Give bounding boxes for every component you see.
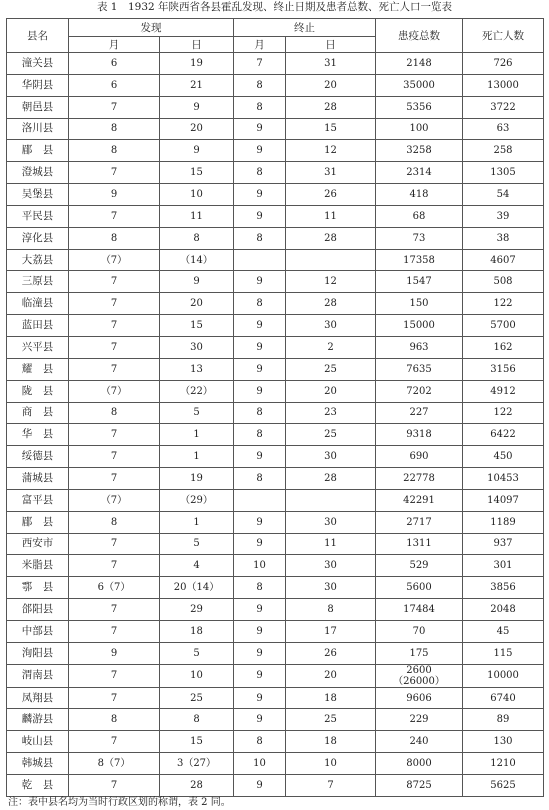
found-month-cell: 7	[69, 599, 160, 621]
header-found-month: 月	[69, 37, 160, 53]
found-day-cell: 19	[160, 468, 234, 490]
header-patients: 患疫总数	[376, 19, 463, 53]
patients-cell: 9606	[376, 687, 463, 709]
found-day-cell: 21	[160, 74, 234, 96]
found-month-cell: 8	[69, 511, 160, 533]
header-county: 县名	[7, 19, 69, 53]
deaths-cell: 162	[463, 336, 544, 358]
patients-cell: 229	[376, 709, 463, 731]
ended-day-cell: 25	[286, 709, 376, 731]
ended-day-cell: 28	[286, 468, 376, 490]
ended-day-cell: 20	[286, 380, 376, 402]
ended-month-cell: 8	[234, 96, 286, 118]
found-month-cell: 7	[69, 162, 160, 184]
county-cell: 渭南县	[7, 664, 69, 687]
ended-day-cell: 15	[286, 118, 376, 140]
found-day-cell: 3（27）	[160, 753, 234, 775]
ended-day-cell: 30	[286, 446, 376, 468]
county-cell: 洛川县	[7, 118, 69, 140]
patients-cell: 22778	[376, 468, 463, 490]
ended-month-cell: 9	[234, 599, 286, 621]
found-month-cell: 7	[69, 775, 160, 797]
patients-cell: 1311	[376, 533, 463, 555]
patients-value: 2600	[406, 664, 432, 676]
county-cell: 西安市	[7, 533, 69, 555]
patients-cell: 240	[376, 731, 463, 753]
ended-month-cell: 9	[234, 205, 286, 227]
found-month-cell: 7	[69, 271, 160, 293]
county-cell: 韩城县	[7, 753, 69, 775]
patients-cell: 9318	[376, 424, 463, 446]
ended-month-cell: 9	[234, 358, 286, 380]
ended-day-cell: 28	[286, 293, 376, 315]
deaths-cell: 2048	[463, 599, 544, 621]
deaths-cell: 1305	[463, 162, 544, 184]
table-row	[7, 315, 544, 337]
found-day-cell: 15	[160, 731, 234, 753]
county-cell: 凤翔县	[7, 687, 69, 709]
header-ended-month: 月	[234, 37, 286, 53]
patients-cell: 7202	[376, 380, 463, 402]
deaths-cell: 39	[463, 205, 544, 227]
deaths-cell: 450	[463, 446, 544, 468]
ended-month-cell: 9	[234, 775, 286, 797]
found-day-cell: 18	[160, 620, 234, 642]
table-row	[7, 664, 544, 687]
cholera-table	[6, 18, 544, 797]
found-day-cell: 20	[160, 118, 234, 140]
found-month-cell: 7	[69, 731, 160, 753]
table-row	[7, 358, 544, 380]
ended-day-cell: 25	[286, 358, 376, 380]
found-day-cell: 30	[160, 336, 234, 358]
ended-month-cell: 9	[234, 511, 286, 533]
header-found: 发现	[69, 19, 234, 37]
ended-day-cell: 11	[286, 533, 376, 555]
ended-month-cell: 9	[234, 533, 286, 555]
ended-day-cell: 11	[286, 205, 376, 227]
ended-month-cell: 8	[234, 402, 286, 424]
table-body	[7, 53, 544, 797]
found-month-cell: 7	[69, 620, 160, 642]
deaths-cell: 3722	[463, 96, 544, 118]
found-month-cell: 8	[69, 118, 160, 140]
patients-cell: 17358	[376, 249, 463, 271]
ended-month-cell: 9	[234, 336, 286, 358]
ended-day-cell: 7	[286, 775, 376, 797]
county-cell: 潼关县	[7, 53, 69, 75]
ended-day-cell: 28	[286, 96, 376, 118]
deaths-cell: 122	[463, 402, 544, 424]
found-month-cell: 8（7）	[69, 753, 160, 775]
found-month-cell: 7	[69, 468, 160, 490]
county-cell: 商 县	[7, 402, 69, 424]
county-cell: 陇 县	[7, 380, 69, 402]
found-day-cell: （14）	[160, 249, 234, 271]
found-day-cell: 5	[160, 642, 234, 664]
deaths-cell: 3856	[463, 577, 544, 599]
patients-cell: 2314	[376, 162, 463, 184]
deaths-cell: 3156	[463, 358, 544, 380]
table-row	[7, 687, 544, 709]
ended-month-cell: 7	[234, 53, 286, 75]
ended-month-cell: 9	[234, 271, 286, 293]
ended-day-cell	[286, 489, 376, 511]
found-day-cell: （22）	[160, 380, 234, 402]
found-month-cell: 6	[69, 53, 160, 75]
patients-cell	[376, 664, 463, 687]
header-found-day: 日	[160, 37, 234, 53]
found-day-cell: 1	[160, 424, 234, 446]
table-row	[7, 709, 544, 731]
county-cell: 耀 县	[7, 358, 69, 380]
table-row	[7, 162, 544, 184]
county-cell: 兴平县	[7, 336, 69, 358]
deaths-cell: 5700	[463, 315, 544, 337]
patients-alt-value: （26000）	[393, 675, 445, 687]
ended-month-cell: 8	[234, 468, 286, 490]
table-row	[7, 642, 544, 664]
patients-cell: 100	[376, 118, 463, 140]
county-cell: 淳化县	[7, 227, 69, 249]
patients-cell: 5600	[376, 577, 463, 599]
ended-month-cell: 9	[234, 118, 286, 140]
deaths-cell: 6740	[463, 687, 544, 709]
table-row	[7, 336, 544, 358]
table-row	[7, 424, 544, 446]
header-ended: 终止	[234, 19, 376, 37]
ended-month-cell	[234, 489, 286, 511]
deaths-cell: 38	[463, 227, 544, 249]
county-cell: 乾 县	[7, 775, 69, 797]
patients-cell: 68	[376, 205, 463, 227]
ended-day-cell: 30	[286, 511, 376, 533]
patients-cell: 529	[376, 555, 463, 577]
ended-month-cell: 8	[234, 74, 286, 96]
table-row	[7, 555, 544, 577]
deaths-cell: 5625	[463, 775, 544, 797]
found-day-cell: 5	[160, 533, 234, 555]
ended-day-cell: 25	[286, 424, 376, 446]
found-month-cell: 7	[69, 664, 160, 687]
found-day-cell: 25	[160, 687, 234, 709]
table-row	[7, 293, 544, 315]
deaths-cell: 13000	[463, 74, 544, 96]
deaths-cell: 301	[463, 555, 544, 577]
found-day-cell: 4	[160, 555, 234, 577]
found-month-cell: 7	[69, 555, 160, 577]
patients-cell: 73	[376, 227, 463, 249]
deaths-cell: 122	[463, 293, 544, 315]
found-month-cell: 7	[69, 687, 160, 709]
found-day-cell: 19	[160, 53, 234, 75]
deaths-cell: 130	[463, 731, 544, 753]
ended-day-cell: 26	[286, 184, 376, 206]
ended-month-cell: 9	[234, 709, 286, 731]
found-day-cell: 11	[160, 205, 234, 227]
found-day-cell: 8	[160, 709, 234, 731]
found-day-cell: （29）	[160, 489, 234, 511]
header-ended-day: 日	[286, 37, 376, 53]
county-cell: 郃阳县	[7, 599, 69, 621]
ended-month-cell: 8	[234, 424, 286, 446]
found-month-cell: （7）	[69, 489, 160, 511]
found-day-cell: 9	[160, 271, 234, 293]
patients-cell: 5356	[376, 96, 463, 118]
found-day-cell: 10	[160, 664, 234, 687]
table-row	[7, 118, 544, 140]
ended-day-cell: 31	[286, 53, 376, 75]
ended-month-cell: 9	[234, 642, 286, 664]
deaths-cell: 10453	[463, 468, 544, 490]
county-cell: 三原县	[7, 271, 69, 293]
header-deaths: 死亡人数	[463, 19, 544, 53]
deaths-cell: 1189	[463, 511, 544, 533]
table-caption: 表 1 1932 年陕西省各县霍乱发现、终止日期及患者总数、死亡人口一览表	[96, 1, 453, 13]
found-day-cell: 15	[160, 315, 234, 337]
county-cell: 富平县	[7, 489, 69, 511]
table-row	[7, 620, 544, 642]
patients-cell: 3258	[376, 140, 463, 162]
ended-day-cell: 18	[286, 731, 376, 753]
found-day-cell: 1	[160, 446, 234, 468]
found-day-cell: 28	[160, 775, 234, 797]
table-row	[7, 533, 544, 555]
ended-month-cell: 9	[234, 140, 286, 162]
found-month-cell: （7）	[69, 380, 160, 402]
ended-month-cell: 8	[234, 293, 286, 315]
ended-month-cell: 9	[234, 184, 286, 206]
deaths-cell: 6422	[463, 424, 544, 446]
ended-day-cell: 18	[286, 687, 376, 709]
found-month-cell: 7	[69, 533, 160, 555]
found-month-cell: 8	[69, 140, 160, 162]
county-cell: 郿 县	[7, 511, 69, 533]
county-cell: 华 县	[7, 424, 69, 446]
patients-cell: 175	[376, 642, 463, 664]
patients-cell: 2148	[376, 53, 463, 75]
ended-day-cell	[286, 249, 376, 271]
table-row	[7, 74, 544, 96]
ended-day-cell: 20	[286, 74, 376, 96]
ended-day-cell: 12	[286, 271, 376, 293]
found-month-cell: 7	[69, 358, 160, 380]
ended-month-cell: 8	[234, 162, 286, 184]
found-month-cell: 6（7）	[69, 577, 160, 599]
ended-month-cell	[234, 249, 286, 271]
patients-cell: 42291	[376, 489, 463, 511]
deaths-cell: 54	[463, 184, 544, 206]
patients-cell: 35000	[376, 74, 463, 96]
found-day-cell: 9	[160, 140, 234, 162]
found-month-cell: 7	[69, 424, 160, 446]
found-month-cell: 8	[69, 709, 160, 731]
table-row	[7, 731, 544, 753]
found-day-cell: 20	[160, 293, 234, 315]
deaths-cell: 726	[463, 53, 544, 75]
ended-month-cell: 9	[234, 446, 286, 468]
found-month-cell: 8	[69, 402, 160, 424]
ended-month-cell: 8	[234, 227, 286, 249]
deaths-cell: 1210	[463, 753, 544, 775]
patients-cell: 7635	[376, 358, 463, 380]
table-row	[7, 96, 544, 118]
patients-cell: 227	[376, 402, 463, 424]
ended-day-cell: 30	[286, 577, 376, 599]
ended-month-cell: 9	[234, 687, 286, 709]
county-cell: 大荔县	[7, 249, 69, 271]
county-cell: 临潼县	[7, 293, 69, 315]
found-month-cell: 9	[69, 184, 160, 206]
deaths-cell: 508	[463, 271, 544, 293]
found-day-cell: 20（14）	[160, 577, 234, 599]
county-cell: 中部县	[7, 620, 69, 642]
table-row	[7, 468, 544, 490]
found-day-cell: 5	[160, 402, 234, 424]
patients-cell: 1547	[376, 271, 463, 293]
found-day-cell: 13	[160, 358, 234, 380]
ended-day-cell: 10	[286, 753, 376, 775]
table-row	[7, 380, 544, 402]
table-row	[7, 577, 544, 599]
county-cell: 绥德县	[7, 446, 69, 468]
found-day-cell: 8	[160, 227, 234, 249]
found-month-cell: 6	[69, 74, 160, 96]
county-cell: 澄城县	[7, 162, 69, 184]
patients-cell: 2717	[376, 511, 463, 533]
found-month-cell: 7	[69, 315, 160, 337]
deaths-cell: 258	[463, 140, 544, 162]
ended-day-cell: 30	[286, 555, 376, 577]
county-cell: 吴堡县	[7, 184, 69, 206]
county-cell: 蓝田县	[7, 315, 69, 337]
patients-cell: 15000	[376, 315, 463, 337]
deaths-cell: 937	[463, 533, 544, 555]
ended-day-cell: 23	[286, 402, 376, 424]
table-row	[7, 599, 544, 621]
found-month-cell: 7	[69, 293, 160, 315]
patients-cell: 963	[376, 336, 463, 358]
found-day-cell: 15	[160, 162, 234, 184]
deaths-cell: 4912	[463, 380, 544, 402]
ended-day-cell: 30	[286, 315, 376, 337]
table-row	[7, 511, 544, 533]
patients-cell: 17484	[376, 599, 463, 621]
ended-month-cell: 10	[234, 753, 286, 775]
found-month-cell: 9	[69, 642, 160, 664]
found-month-cell: （7）	[69, 249, 160, 271]
table-row	[7, 753, 544, 775]
table-row	[7, 53, 544, 75]
deaths-cell: 4607	[463, 249, 544, 271]
found-day-cell: 10	[160, 184, 234, 206]
county-cell: 郿 县	[7, 140, 69, 162]
ended-day-cell: 20	[286, 664, 376, 687]
found-month-cell: 7	[69, 96, 160, 118]
ended-month-cell: 9	[234, 664, 286, 687]
found-day-cell: 1	[160, 511, 234, 533]
table-row	[7, 184, 544, 206]
patients-cell: 418	[376, 184, 463, 206]
ended-day-cell: 2	[286, 336, 376, 358]
county-cell: 鄠 县	[7, 577, 69, 599]
found-month-cell: 7	[69, 205, 160, 227]
patients-cell: 8725	[376, 775, 463, 797]
patients-cell: 150	[376, 293, 463, 315]
table-row	[7, 271, 544, 293]
ended-month-cell: 8	[234, 731, 286, 753]
county-cell: 平民县	[7, 205, 69, 227]
found-month-cell: 7	[69, 336, 160, 358]
county-cell: 华阴县	[7, 74, 69, 96]
deaths-cell: 10000	[463, 664, 544, 687]
table-row	[7, 227, 544, 249]
deaths-cell: 63	[463, 118, 544, 140]
table-row	[7, 402, 544, 424]
ended-day-cell: 8	[286, 599, 376, 621]
county-cell: 岐山县	[7, 731, 69, 753]
deaths-cell: 115	[463, 642, 544, 664]
patients-cell: 690	[376, 446, 463, 468]
table-row	[7, 446, 544, 468]
ended-month-cell: 9	[234, 315, 286, 337]
ended-day-cell: 26	[286, 642, 376, 664]
ended-month-cell: 9	[234, 380, 286, 402]
ended-month-cell: 10	[234, 555, 286, 577]
county-cell: 洵阳县	[7, 642, 69, 664]
ended-day-cell: 31	[286, 162, 376, 184]
table-row	[7, 489, 544, 511]
ended-day-cell: 28	[286, 227, 376, 249]
county-cell: 米脂县	[7, 555, 69, 577]
footnote: 注：表中县名均为当时行政区划的称谓，表 2 同。	[8, 797, 231, 808]
deaths-cell: 14097	[463, 489, 544, 511]
found-day-cell: 29	[160, 599, 234, 621]
found-day-cell: 9	[160, 96, 234, 118]
ended-month-cell: 8	[234, 577, 286, 599]
county-cell: 朝邑县	[7, 96, 69, 118]
table-row	[7, 205, 544, 227]
patients-cell: 70	[376, 620, 463, 642]
ended-day-cell: 17	[286, 620, 376, 642]
found-month-cell: 8	[69, 227, 160, 249]
table-row	[7, 140, 544, 162]
table-row	[7, 249, 544, 271]
ended-month-cell: 9	[234, 620, 286, 642]
patients-cell: 8000	[376, 753, 463, 775]
ended-day-cell: 12	[286, 140, 376, 162]
county-cell: 蒲城县	[7, 468, 69, 490]
deaths-cell: 45	[463, 620, 544, 642]
county-cell: 麟游县	[7, 709, 69, 731]
deaths-cell: 89	[463, 709, 544, 731]
found-month-cell: 7	[69, 446, 160, 468]
